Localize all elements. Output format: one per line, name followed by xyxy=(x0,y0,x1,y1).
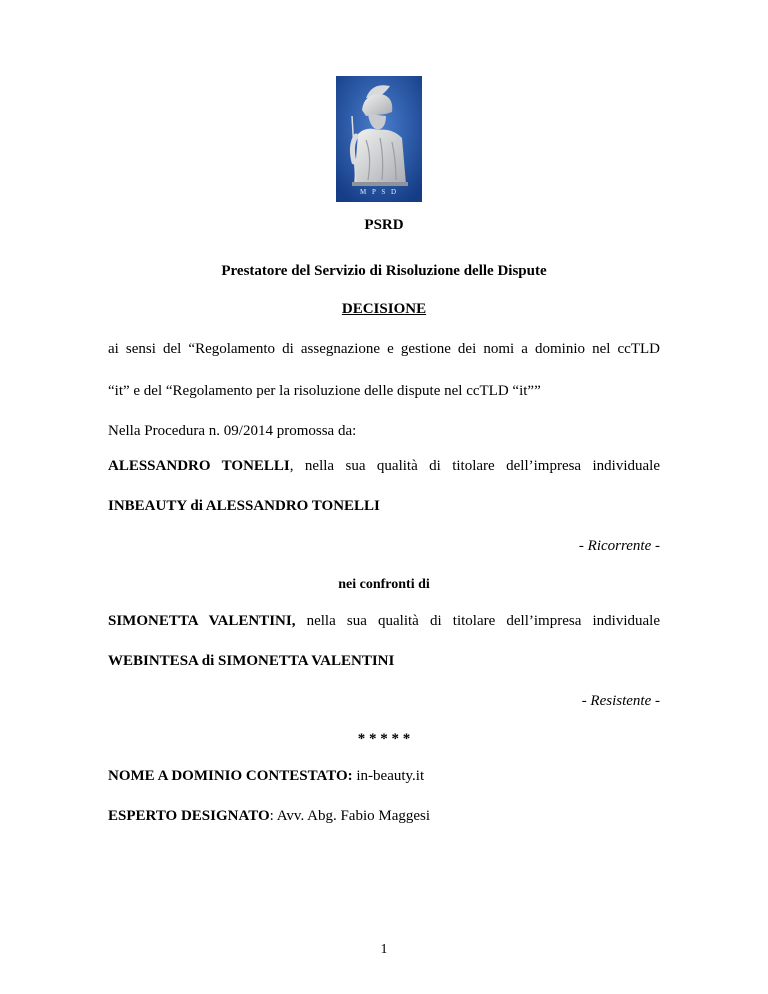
procedure-text: Nella Procedura n. 09/2014 promossa da: xyxy=(108,423,357,439)
document-type-title xyxy=(108,301,660,318)
resistente-company xyxy=(108,653,394,670)
resistente-role xyxy=(108,693,660,710)
intro-line-1: ai sensi del “Regolamento di assegnazione e gestione dei nomi a dominio nel ccTLD xyxy=(108,341,660,357)
logo xyxy=(336,76,422,202)
header-acronym-text: PSRD xyxy=(364,217,404,233)
versus xyxy=(108,576,660,593)
resistente-company-text: WEBINTESA di SIMONETTA VALENTINI xyxy=(108,653,395,669)
resistente-line xyxy=(108,613,660,630)
athena-statue-image xyxy=(336,76,422,202)
resistente-name: SIMONETTA VALENTINI, xyxy=(108,613,296,629)
ricorrente-name: ALESSANDRO TONELLI xyxy=(108,458,290,474)
versus-text: nei confronti di xyxy=(338,577,430,592)
contested-domain-label: NOME A DOMINIO CONTESTATO: xyxy=(108,768,353,784)
ricorrente-company-text: INBEAUTY di ALESSANDRO TONELLI xyxy=(108,498,380,514)
contested-domain-value: in-beauty.it xyxy=(352,768,425,784)
separator-text: * * * * * xyxy=(357,731,411,747)
document-type-text: DECISIONE xyxy=(341,301,427,317)
header-acronym xyxy=(108,217,660,234)
ricorrente-role-text: - Ricorrente - xyxy=(578,538,660,554)
resistente-role-text: - Resistente - xyxy=(581,693,660,709)
ricorrente-line xyxy=(108,458,660,475)
designated-expert-label: ESPERTO DESIGNATO xyxy=(108,808,270,824)
resistente-qualifier: nella sua qualità di titolare dell’impresa individuale xyxy=(295,613,660,629)
page-number: 1 xyxy=(380,942,388,957)
contested-domain xyxy=(108,768,424,785)
logo-caption: M P S D xyxy=(359,188,399,196)
designated-expert-value: : Avv. Abg. Fabio Maggesi xyxy=(269,808,431,824)
intro-line-2: “it” e del “Regolamento per la risoluzione delle dispute nel ccTLD “it”” xyxy=(108,383,541,399)
ricorrente-company xyxy=(108,498,380,515)
separator xyxy=(108,731,660,748)
header-full-name xyxy=(108,263,660,280)
ricorrente-qualifier: , nella sua qualità di titolare dell’impresa individuale xyxy=(289,458,660,474)
header-full-name-text: Prestatore del Servizio di Risoluzione delle Dispute xyxy=(221,263,547,279)
ricorrente-role xyxy=(108,538,660,555)
designated-expert xyxy=(108,808,430,825)
